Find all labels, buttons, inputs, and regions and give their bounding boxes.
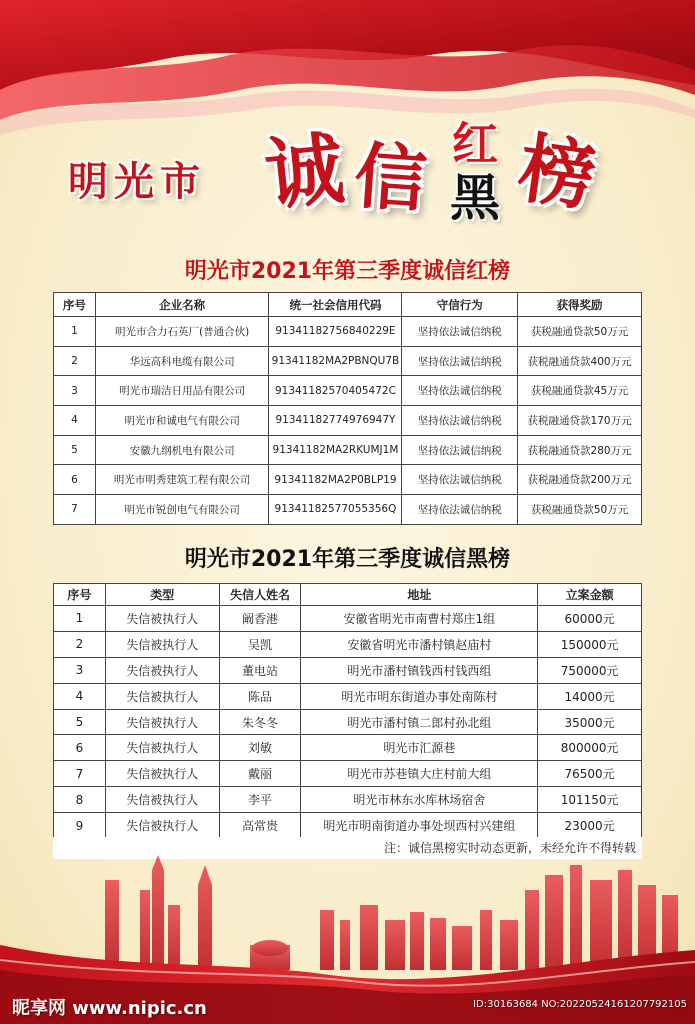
title-char-xin: 信	[351, 132, 430, 223]
cell-address: 明光市明南街道办事处坝西村兴建组	[301, 813, 538, 839]
cell-company: 明光市明秀建筑工程有限公司	[95, 465, 269, 495]
cell-amount: 800000元	[538, 735, 642, 761]
cell-company: 安徽九纲机电有限公司	[95, 435, 269, 465]
title-char-bang: 榜	[513, 123, 601, 222]
cell-index: 1	[54, 317, 96, 347]
cell-address: 明光市苏巷镇大庄村前大组	[301, 761, 538, 787]
cell-type: 失信被执行人	[105, 787, 219, 813]
table-row	[54, 683, 642, 709]
cell-index: 3	[54, 657, 106, 683]
cell-address: 明光市明东街道办事处南陈村	[301, 683, 538, 709]
cell-credit-code: 91341182570405472C	[269, 376, 402, 406]
cell-type: 失信被执行人	[105, 735, 219, 761]
cell-name: 陈品	[219, 683, 301, 709]
cell-credit-code: 91341182MA2PBNQU7B	[269, 346, 402, 376]
cell-index: 2	[54, 631, 106, 657]
cell-name: 李平	[219, 787, 301, 813]
table-row	[54, 657, 642, 683]
cell-amount: 35000元	[538, 709, 642, 735]
col-header: 类型	[105, 584, 219, 606]
cell-reward: 获税融通贷款45万元	[518, 376, 642, 406]
table-row	[54, 813, 642, 839]
col-header: 失信人姓名	[219, 584, 301, 606]
cell-amount: 60000元	[538, 606, 642, 632]
col-header: 地址	[301, 584, 538, 606]
red-table-header-row	[54, 293, 642, 317]
cell-address: 明光市潘村镇钱西村钱西组	[301, 657, 538, 683]
cell-index: 2	[54, 346, 96, 376]
col-header: 立案金额	[538, 584, 642, 606]
table-row	[54, 406, 642, 436]
table-row	[54, 376, 642, 406]
table-row	[54, 465, 642, 495]
cell-index: 1	[54, 606, 106, 632]
cell-reward: 获税融通贷款50万元	[518, 317, 642, 347]
title-char-hong: 红	[452, 117, 498, 171]
cell-reward: 获税融通贷款50万元	[518, 495, 642, 525]
cell-credit-code: 91341182774976947Y	[269, 406, 402, 436]
black-list-table	[53, 583, 642, 839]
cell-address: 明光市潘村镇二郎村孙北组	[301, 709, 538, 735]
cell-type: 失信被执行人	[105, 657, 219, 683]
table-row	[54, 495, 642, 525]
cell-credit-code: 91341182MA2P0BLP19	[269, 465, 402, 495]
cell-behavior: 坚持依法诚信纳税	[402, 406, 518, 436]
cell-behavior: 坚持依法诚信纳税	[402, 346, 518, 376]
cell-index: 9	[54, 813, 106, 839]
cell-index: 8	[54, 787, 106, 813]
watermark-logo: 昵享网 www.nipic.cn	[12, 998, 207, 1019]
table-row	[54, 761, 642, 787]
table-row	[54, 787, 642, 813]
cell-company: 明光市锐创电气有限公司	[95, 495, 269, 525]
title-char-cheng: 诚	[261, 123, 349, 222]
cell-amount: 76500元	[538, 761, 642, 787]
cell-credit-code: 91341182577055356Q	[269, 495, 402, 525]
cell-index: 6	[54, 735, 106, 761]
cell-reward: 获税融通贷款280万元	[518, 435, 642, 465]
cell-type: 失信被执行人	[105, 813, 219, 839]
cell-name: 董电站	[219, 657, 301, 683]
cell-behavior: 坚持依法诚信纳税	[402, 495, 518, 525]
cell-amount: 14000元	[538, 683, 642, 709]
city-name: 明光市	[68, 158, 206, 205]
cell-type: 失信被执行人	[105, 761, 219, 787]
cell-type: 失信被执行人	[105, 606, 219, 632]
red-list-title: 明光市2021年第三季度诚信红榜	[184, 259, 511, 284]
cell-credit-code: 91341182756840229E	[269, 317, 402, 347]
cell-reward: 获税融通贷款170万元	[518, 406, 642, 436]
cell-index: 5	[54, 435, 96, 465]
table-row	[54, 346, 642, 376]
col-header: 序号	[54, 584, 106, 606]
red-list-table	[53, 292, 642, 525]
col-header: 序号	[54, 293, 96, 317]
cell-name: 朱冬冬	[219, 709, 301, 735]
cell-address: 安徽省明光市南曹村郑庄1组	[301, 606, 538, 632]
cell-index: 7	[54, 761, 106, 787]
cell-behavior: 坚持依法诚信纳税	[402, 465, 518, 495]
col-header: 获得奖励	[518, 293, 642, 317]
cell-name: 高常贵	[219, 813, 301, 839]
col-header: 企业名称	[95, 293, 269, 317]
cell-index: 5	[54, 709, 106, 735]
cell-index: 4	[54, 406, 96, 436]
cell-address: 明光市林东水库林场宿舍	[301, 787, 538, 813]
table-row	[54, 735, 642, 761]
cell-amount: 750000元	[538, 657, 642, 683]
cell-behavior: 坚持依法诚信纳税	[402, 435, 518, 465]
col-header: 统一社会信用代码	[269, 293, 402, 317]
cell-reward: 获税融通贷款200万元	[518, 465, 642, 495]
cell-type: 失信被执行人	[105, 631, 219, 657]
cell-amount: 23000元	[538, 813, 642, 839]
cell-name: 刘敏	[219, 735, 301, 761]
col-header: 守信行为	[402, 293, 518, 317]
cell-index: 4	[54, 683, 106, 709]
cell-type: 失信被执行人	[105, 709, 219, 735]
cell-name: 阚香港	[219, 606, 301, 632]
cell-behavior: 坚持依法诚信纳税	[402, 317, 518, 347]
table-row	[54, 631, 642, 657]
cell-index: 6	[54, 465, 96, 495]
black-list-title: 明光市2021年第三季度诚信黑榜	[184, 547, 511, 572]
cell-reward: 获税融通贷款400万元	[518, 346, 642, 376]
black-list-note: 注：诚信黑榜实时动态更新，未经允许不得转载	[53, 837, 642, 859]
black-table-header-row	[54, 584, 642, 606]
cell-company: 明光市合力石英厂(普通合伙)	[95, 317, 269, 347]
cell-address: 安徽省明光市潘村镇赵庙村	[301, 631, 538, 657]
cell-company: 华远高科电缆有限公司	[95, 346, 269, 376]
cell-index: 3	[54, 376, 96, 406]
cell-address: 明光市汇源巷	[301, 735, 538, 761]
table-row	[54, 317, 642, 347]
cell-company: 明光市和诚电气有限公司	[95, 406, 269, 436]
cell-behavior: 坚持依法诚信纳税	[402, 376, 518, 406]
table-row	[54, 435, 642, 465]
cell-amount: 101150元	[538, 787, 642, 813]
cell-name: 戴丽	[219, 761, 301, 787]
cell-amount: 150000元	[538, 631, 642, 657]
cell-type: 失信被执行人	[105, 683, 219, 709]
title-char-hei: 黑	[450, 168, 500, 227]
cell-index: 7	[54, 495, 96, 525]
watermark-id: ID:30163684 NO:20220524161207792105	[473, 999, 687, 1010]
cell-name: 吴凯	[219, 631, 301, 657]
cell-credit-code: 91341182MA2RKUMJ1M	[269, 435, 402, 465]
table-row	[54, 606, 642, 632]
cell-company: 明光市瑞洁日用品有限公司	[95, 376, 269, 406]
table-row	[54, 709, 642, 735]
